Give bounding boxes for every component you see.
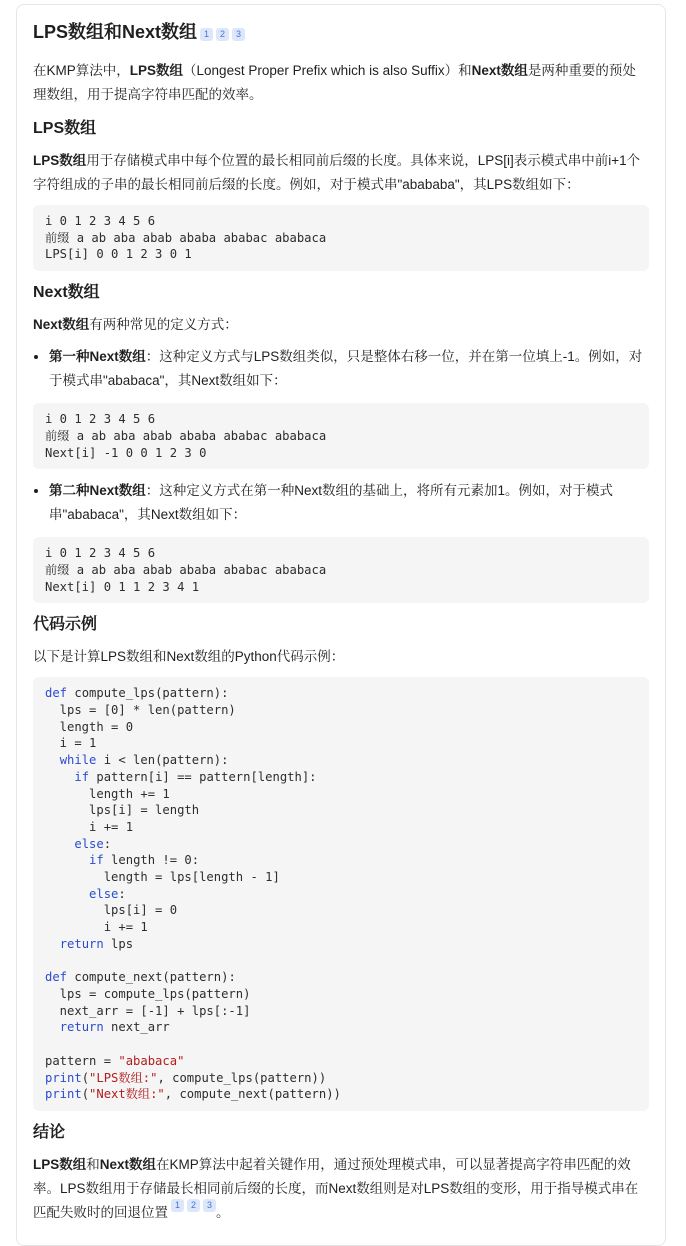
item-text: ：这种定义方式与LPS数组类似，只是整体右移一位，并在第一位填上-1。例如，对于模式串"ababaca"，其Next数组如下： bbox=[49, 349, 643, 389]
code-line: i < len(pattern): bbox=[96, 753, 229, 768]
code-block[interactable] bbox=[33, 677, 649, 1111]
page-title-text: LPS数组和Next数组 bbox=[33, 22, 198, 42]
next-definition-list bbox=[33, 345, 649, 393]
list-item bbox=[49, 479, 649, 527]
citation-3[interactable]: 3 bbox=[232, 28, 245, 41]
str: "LPS数组:" bbox=[89, 1070, 158, 1085]
next-heading: Next数组 bbox=[33, 284, 100, 302]
kw: def bbox=[45, 686, 68, 701]
code-intro: 以下是计算LPS数组和Next数组的Python代码示例： bbox=[33, 649, 345, 665]
next2-line-prefix: 前缀 a ab aba abab ababa ababac ababaca bbox=[45, 562, 327, 577]
intro-paragraph bbox=[33, 59, 649, 107]
intro-bold-next: Next数组 bbox=[471, 63, 528, 78]
citation-2[interactable]: 2 bbox=[216, 28, 229, 41]
code-line: , compute_next(pattern)) bbox=[164, 1087, 341, 1102]
next2-line-values: Next[i] 0 1 1 2 3 4 1 bbox=[45, 579, 200, 594]
code-line: i = 1 bbox=[45, 736, 97, 751]
code-line: i += 1 bbox=[45, 819, 134, 834]
conclusion-heading: 结论 bbox=[33, 1123, 66, 1141]
code-line: : bbox=[118, 886, 126, 901]
code-line: lps = [0] * len(pattern) bbox=[45, 703, 236, 718]
code-line: compute_lps(pattern): bbox=[67, 686, 229, 701]
item-text: ：这种定义方式在第一种Next数组的基础上，将所有元素加1。例如，对于模式串"ababaca"，其Next数组如下： bbox=[49, 483, 614, 523]
lps-paragraph bbox=[33, 149, 649, 197]
next1-line-index: i 0 1 2 3 4 5 6 bbox=[45, 412, 156, 427]
kw: def bbox=[45, 970, 68, 985]
kw: while bbox=[59, 753, 97, 768]
conclusion-bold-next: Next数组 bbox=[99, 1156, 157, 1172]
code-line: length != 0: bbox=[103, 853, 200, 868]
lps-table-block bbox=[33, 205, 649, 271]
item-bold: 第一种Next数组 bbox=[49, 349, 146, 365]
str: "Next数组:" bbox=[89, 1087, 165, 1102]
code-line: i += 1 bbox=[45, 920, 148, 935]
lps-line-index: i 0 1 2 3 4 5 6 bbox=[45, 214, 156, 228]
code-line: compute_next(pattern): bbox=[67, 970, 236, 985]
citation-3[interactable]: 3 bbox=[203, 1199, 216, 1212]
kw: print bbox=[45, 1070, 82, 1085]
code-line: ( bbox=[81, 1087, 90, 1102]
citation-1[interactable]: 1 bbox=[171, 1199, 184, 1212]
next-paragraph bbox=[33, 313, 649, 337]
intro-text-3: 是两种重要的预处理数组，用于提高字符串匹配的效率。 bbox=[33, 63, 636, 102]
conclusion-text-1: 和 bbox=[86, 1156, 100, 1172]
next1-line-values: Next[i] -1 0 0 1 2 3 0 bbox=[45, 445, 207, 460]
conclusion-text-2: 在KMP算法中起着关键作用，通过预处理模式串，可以显著提高字符串匹配的效率。LPS数组用于存储最长相同前后缀的长度，而Next数组则是对LPS数组的变形，用于指导模式串在匹配失败时的回退位置 bbox=[33, 1156, 639, 1220]
kw: print bbox=[45, 1087, 82, 1102]
code-line: lps[i] = length bbox=[45, 803, 200, 818]
code-line: lps = compute_lps(pattern) bbox=[45, 986, 251, 1001]
next-text: 有两种常见的定义方式： bbox=[89, 317, 238, 333]
item-bold: 第二种Next数组 bbox=[49, 483, 146, 499]
answer-card bbox=[16, 4, 666, 1246]
next-bold: Next数组 bbox=[33, 317, 90, 333]
code-line: next_arr = [-1] + lps[:-1] bbox=[45, 1003, 251, 1018]
code-line: , compute_lps(pattern)) bbox=[157, 1070, 327, 1085]
lps-line-values: LPS[i] 0 0 1 2 3 0 1 bbox=[45, 247, 192, 262]
next1-table-block bbox=[33, 403, 649, 469]
conclusion-paragraph bbox=[33, 1153, 649, 1225]
code-line: : bbox=[103, 836, 112, 851]
conclusion-end: 。 bbox=[216, 1204, 230, 1220]
lps-text: 用于存储模式串中每个位置的最长相同前后缀的长度。具体来说，LPS[i]表示模式串中前i+1个字符组成的子串的最长相同前后缀的长度。例如，对于模式串"abababa"，其LPS数组如下： bbox=[33, 153, 641, 192]
kw: return bbox=[59, 1020, 104, 1035]
conclusion-bold-lps: LPS数组 bbox=[33, 1156, 87, 1172]
lps-bold: LPS数组 bbox=[33, 153, 87, 168]
code-line: length = lps[length - 1] bbox=[45, 870, 280, 885]
next1-line-prefix: 前缀 a ab aba abab ababa ababac ababaca bbox=[45, 428, 327, 443]
kw: else bbox=[89, 886, 119, 901]
next-definition-list-2 bbox=[33, 479, 649, 527]
intro-text-2: （Longest Proper Prefix which is also Suffix）和 bbox=[183, 63, 472, 78]
list-item bbox=[49, 345, 649, 393]
kw: if bbox=[74, 769, 90, 784]
code-line: lps bbox=[103, 936, 134, 951]
next2-line-index: i 0 1 2 3 4 5 6 bbox=[45, 546, 156, 561]
intro-text-1: 在KMP算法中， bbox=[33, 63, 130, 78]
citation-1[interactable]: 1 bbox=[200, 28, 213, 41]
kw: if bbox=[89, 853, 104, 868]
code-line: pattern = bbox=[45, 1053, 119, 1068]
code-line: length += 1 bbox=[45, 786, 170, 801]
code-line: next_arr bbox=[103, 1020, 170, 1035]
code-line: ( bbox=[81, 1070, 90, 1085]
kw: return bbox=[59, 936, 104, 951]
code-line: length = 0 bbox=[45, 719, 134, 734]
citation-2[interactable]: 2 bbox=[187, 1199, 200, 1212]
code-heading: 代码示例 bbox=[33, 616, 98, 634]
next2-table-block bbox=[33, 537, 649, 603]
kw: else bbox=[74, 836, 104, 851]
code-line: pattern[i] == pattern[length]: bbox=[89, 769, 317, 784]
lps-heading: LPS数组 bbox=[33, 120, 97, 137]
page-title bbox=[33, 19, 649, 45]
intro-bold-lps: LPS数组 bbox=[129, 63, 184, 78]
str: "ababaca" bbox=[118, 1053, 185, 1068]
code-line: lps[i] = 0 bbox=[45, 903, 178, 918]
lps-line-prefix: 前缀 a ab aba abab ababa ababac ababaca bbox=[45, 230, 327, 245]
